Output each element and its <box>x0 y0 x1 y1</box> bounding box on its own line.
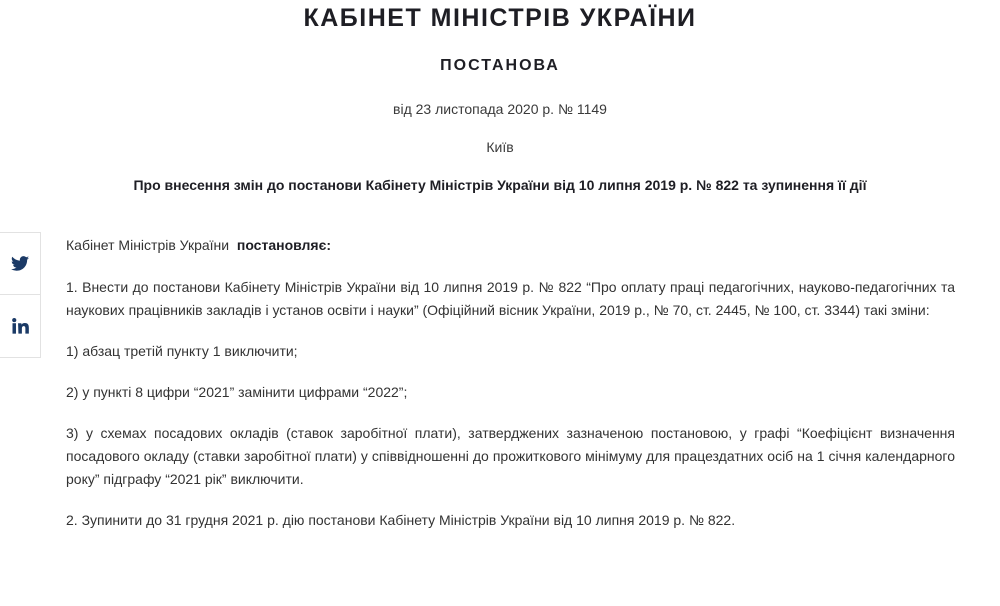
twitter-icon <box>11 256 29 271</box>
linkedin-icon <box>12 318 29 334</box>
paragraph-1: 1. Внести до постанови Кабінету Міністрів України від 10 липня 2019 р. № 822 “Про оплату праці педагогічних, науково-педагогічних та наукових працівників закладів і установ освіти і науки” (Офіційний вісник України, 2019 р., № 70, ст. 2445, № 100, ст. 3344) такі зміни: <box>66 279 955 318</box>
intro-decree-word: постановляє: <box>236 237 331 253</box>
intro-prefix: Кабінет Міністрів України <box>66 237 230 253</box>
document-date: від 23 листопада 2020 р. № 1149 <box>393 101 607 117</box>
share-bar <box>0 232 41 358</box>
intro-paragraph <box>66 234 955 257</box>
paragraph-1-2: 2) у пункті 8 цифри “2021” замінити цифрами “2022”; <box>66 384 408 400</box>
document-city: Київ <box>486 139 514 155</box>
organization-title: КАБІНЕТ МІНІСТРІВ УКРАЇНИ <box>303 4 697 32</box>
share-twitter-button[interactable] <box>0 233 40 295</box>
paragraph-2: 2. Зупинити до 31 грудня 2021 р. дію постанови Кабінету Міністрів України від 10 липня 2019 р. № 822. <box>66 512 736 528</box>
paragraph-1-1: 1) абзац третій пункту 1 виключити; <box>66 343 298 359</box>
document-heading: Про внесення змін до постанови Кабінету Міністрів України від 10 липня 2019 р. № 822 та зупинення її дії <box>133 177 867 193</box>
share-linkedin-button[interactable] <box>0 295 40 357</box>
paragraph-1-3: 3) у схемах посадових окладів (ставок заробітної плати), затверджених зазначеною постановою, у графі “Коефіцієнт визначення посадового окладу (ставки заробітної плати) у співвідношенні до прожиткового мінімуму для працездатних осіб на 1 січня календарного року” підграфу “2021 рік” виключити. <box>66 425 955 487</box>
document-type: ПОСТАНОВА <box>440 57 560 74</box>
document-body <box>66 234 955 550</box>
